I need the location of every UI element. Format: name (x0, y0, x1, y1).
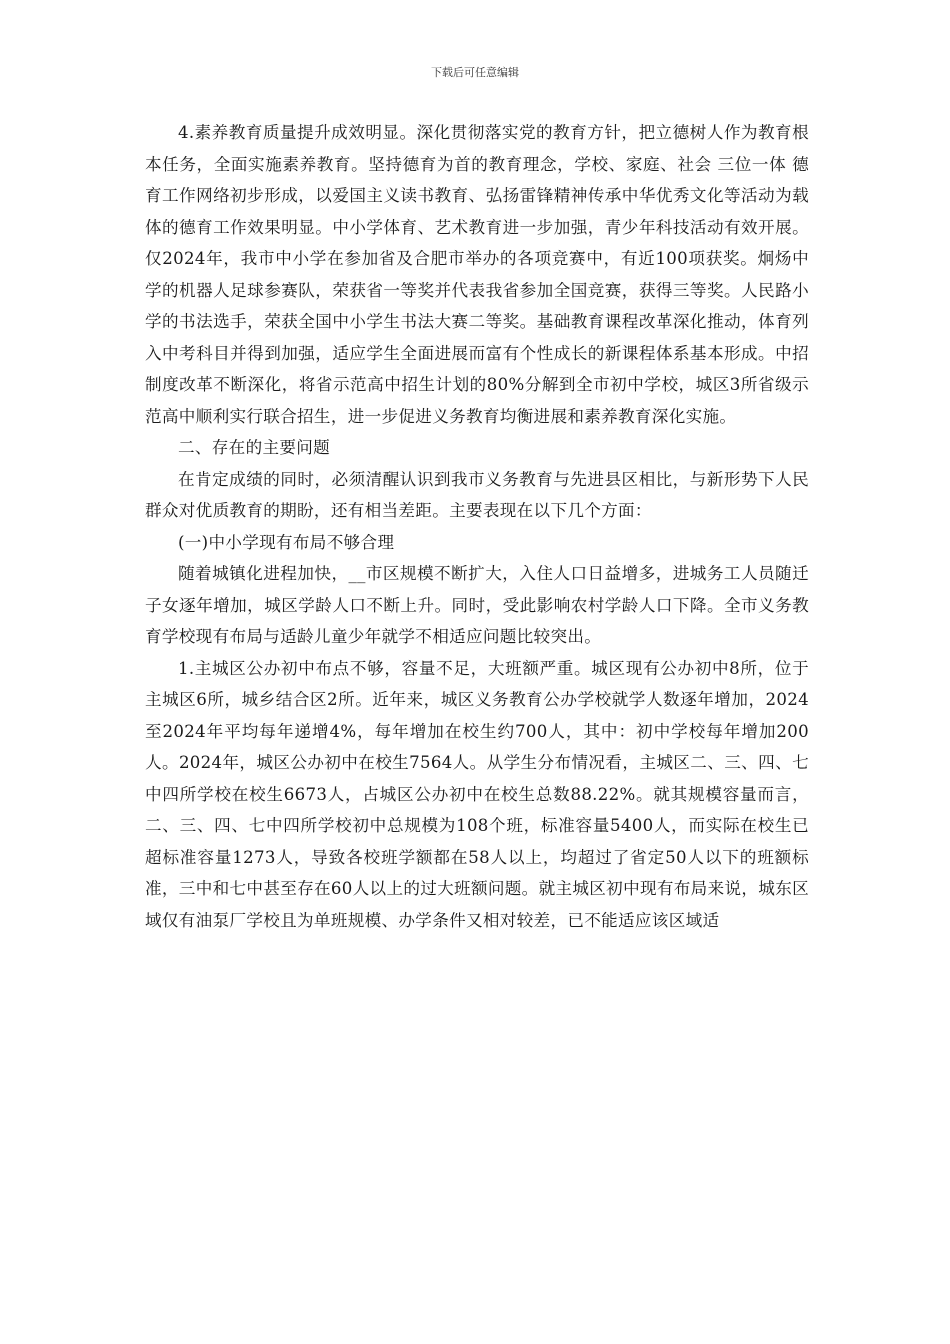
paragraph-gap-intro: 在肯定成绩的同时，必须清醒认识到我市义务教育与先进县区相比，与新形势下人民群众对优质教育的期盼，还有相当差距。主要表现在以下几个方面： (145, 469, 809, 520)
subsection-heading-layout: (一)中小学现有布局不够合理 (178, 532, 395, 552)
paragraph-junior-school-capacity: 1.主城区公办初中布点不够，容量不足，大班额严重。城区现有公办初中8所，位于主城区6所，城乡结合区2所。近年来，城区义务教育公办学校就学人数逐年增加，2024至2024年平均每年递增4%，每年增加在校生约700人，其中：初中学校每年增加200人。2024年，城区公办初中在校生7564人。从学生分布情况看，主城区二、三、四、七中四所学校在校生6673人，占城区公办初中在校生总数88.22%。就其规模容量而言，二、三、四、七中四所学校初中总规模为108个班，标准容量5400人，而实际在校生已超标准容量1273人，导致各校班学额都在58人以上，均超过了省定50人以下的班额标准，三中和七中甚至存在60人以上的过大班额问题。就主城区初中现有布局来说，城东区域仅有油泵厂学校且为单班规模、办学条件又相对较差，已不能适应该区域适 (145, 658, 809, 930)
section-heading-main-problems: 二、存在的主要问题 (178, 438, 331, 457)
paragraph-urbanization: 随着城镇化进程加快，__市区规模不断扩大，入住人口日益增多，进城务工人员随迁子女逐年增加，城区学龄人口不断上升。同时，受此影响农村学龄人口下降。全市义务教育学校现有布局与适龄儿童少年就学不相适应问题比较突出。 (145, 564, 809, 646)
page-header-note: 下载后可任意编辑 (431, 66, 519, 79)
document-body (145, 117, 809, 936)
paragraph-quality-education: 4.素养教育质量提升成效明显。深化贯彻落实党的教育方针，把立德树人作为教育根本任务，全面实施素养教育。坚持德育为首的教育理念，学校、家庭、社会 三位一体 德育工作网络初步形成，以爱国主义读书教育、弘扬雷锋精神传承中华优秀文化等活动为载体的德育工作效果明显。中小学体育、艺术教育进一步加强，青少年科技活动有效开展。仅2024年，我市中小学在参加省及合肥市举办的各项竞赛中，有近100项获奖。炯炀中学的机器人足球参赛队，荣获省一等奖并代表我省参加全国竞赛，获得三等奖。人民路小学的书法选手，荣获全国中小学生书法大赛二等奖。基础教育课程改革深化推动，体育列入中考科目并得到加强，适应学生全面进展而富有个性成长的新课程体系基本形成。中招制度改革不断深化，将省示范高中招生计划的80%分解到全市初中学校，城区3所省级示范高中顺利实行联合招生，进一步促进义务教育均衡进展和素养教育深化实施。 (145, 123, 809, 426)
